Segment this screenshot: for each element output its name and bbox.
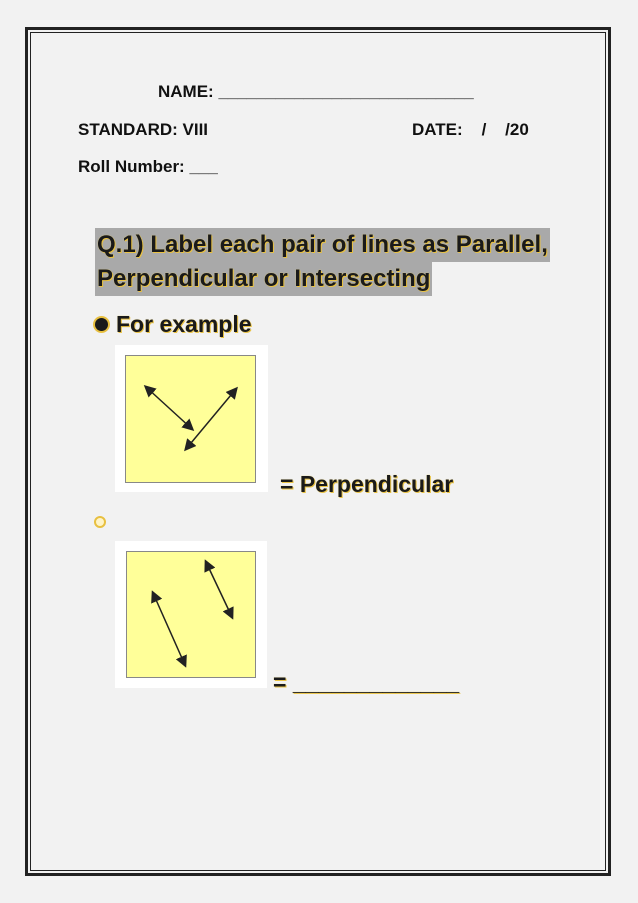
roll-number-field: Roll Number: ___ [78, 157, 218, 176]
name-field: NAME: ___________________________ [158, 82, 474, 101]
example-answer: = Perpendicular [280, 471, 454, 497]
example-heading [95, 311, 252, 338]
question-title-line-1: Q.1) Label each pair of lines as Parallel, [95, 228, 550, 262]
item-2-answer-blank[interactable]: = _____________ [273, 669, 460, 695]
line-d [206, 562, 232, 617]
standard-label: STANDARD: VIII [78, 120, 209, 139]
line-a [146, 387, 192, 429]
example-figure [115, 345, 268, 492]
perpendicular-lines-diagram [115, 345, 268, 492]
question-title-line-2: Perpendicular or Intersecting [95, 262, 432, 296]
date-field: DATE: / /20 [412, 120, 529, 139]
parallel-lines-diagram [115, 541, 267, 688]
example-label: For example [116, 311, 252, 337]
line-b [186, 389, 236, 449]
line-c [153, 593, 185, 665]
item-2-figure [115, 541, 267, 688]
filled-circle-bullet-icon [95, 318, 108, 331]
hollow-circle-bullet-icon [94, 516, 106, 528]
